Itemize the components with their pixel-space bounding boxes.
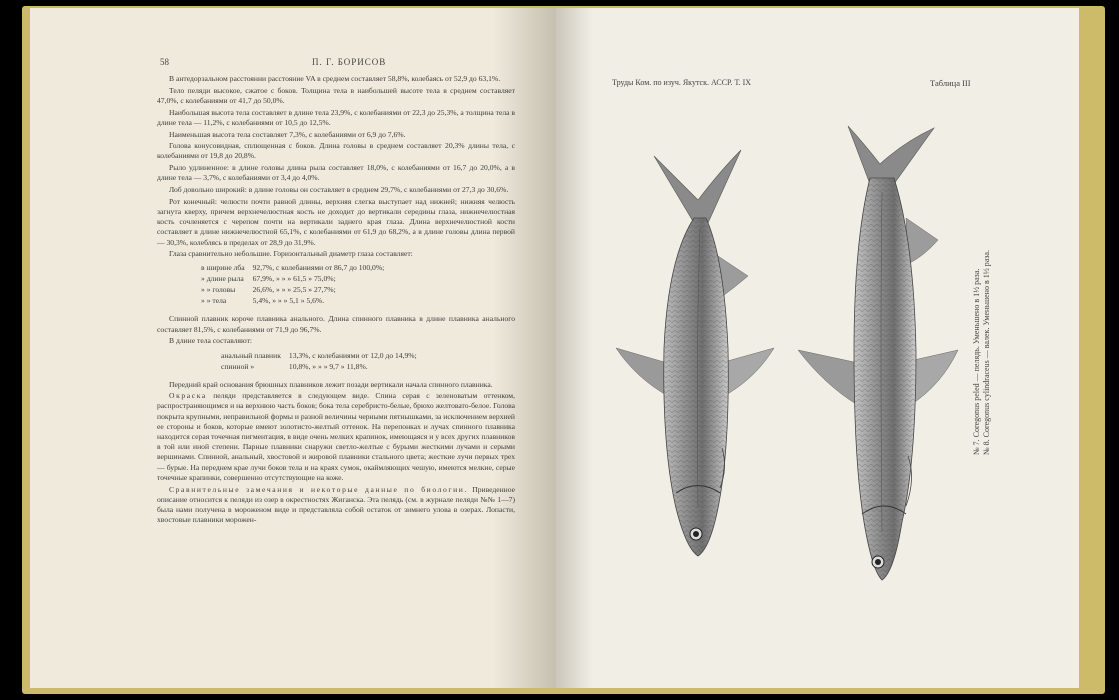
table-cell: » » тела [201,296,227,306]
paragraph: Рыло удлиненное: в длине головы длина рыла составляет 18,0%, с колебаниями от 16,7 до 20,0%, а в длине тела — 3,7%, с колебаниями от 3,4 до 4,0%. [157,163,515,183]
fish-illustration-valek [796,122,966,592]
paragraph: Рот конечный: челюсти почти равной длины, верхняя слегка выступает над нижней; нижняя челюсть загнута кверху, причем верхнечелюстная кость не доходит до вертикали середины глаза, нижнечелюстная кость сочленяется с черепом почти на вертикали заднего края глаза. Длина верхнечелюстной кости составляет в длине нижнечелюстной 65,1%, с колебаниями от 61,9 до 68,2%, а в длине головы длина первой — 30,3%, колеблясь в пределах от 28,9 до 31,9%. [157,196,515,247]
table-cell: 5,4%, » » » 5,1 » 5,6%. [252,296,325,306]
table-cell: анальный плавник [221,350,281,360]
table-row [197,284,388,295]
table-row [197,273,388,284]
running-head-author: П. Г. БОРИСОВ [312,57,387,67]
paragraph: Спинной плавник короче плавника анального. Длина спинного плавника в длине плавника анального составляет 81,5%, с колебаниями от 71,9 до 96,7%. [157,314,515,334]
paragraph: Глаза сравнительно небольшие. Горизонтальный диаметр глаза составляет: [169,249,413,259]
paragraph: Наименьшая высота тела составляет 7,3%, с колебаниями от 6,9 до 7,6%. [169,129,406,139]
table-cell: в ширине лба [201,263,245,273]
paragraph: В длине тела составляют: [169,336,253,346]
table-row [197,262,388,273]
table-cell: » » головы [201,285,236,295]
paragraph: Наибольшая высота тела составляет в длине тела 23,9%, с колебаниями от 22,3 до 25,3%, а толщина тела в длине тела — 11,2%, с колебаниями от 10,5 до 12,5%. [157,107,515,127]
table-row [217,350,421,361]
paragraph: Голова конусовидная, сплющенная с боков. Длина головы в среднем составляет 20,3% длины тела, с колебаниями от 19,8 до 20,8%. [157,141,515,161]
paragraph: Лоб довольно широкий: в длине головы он составляет в среднем 29,7%, с колебаниями от 27,3 до 30,6%. [169,185,509,195]
caption-line: № 7. Coregonus peled — пелядь. Уменьшено в 1½ раза. [972,268,981,455]
table-row [217,361,421,372]
biology-heading: Сравнительные замечания и некоторые данные по биологии. [169,484,468,494]
fish-illustration-peled [606,148,776,568]
biology-text: Приведенное описание относится к пеляди из озер в окрестностях Жиганска. Эта пелядь (см. в журнале пеляди №№ 1—7) была нами получена в мороженом виде и представляла собой остаток от зимнего улова в озерах. Лопасти, хвостовые плавники морожен- [157,484,515,525]
caption-line: № 8. Coregonus cylindraceus — валек. Уменьшено в 1½ раза. [982,250,991,455]
biology-paragraph [157,485,515,526]
table-cell: » длине рыла [201,274,244,284]
table-cell: 26,6%, » » » 25,5 » 27,7%; [252,285,336,295]
eye-measure-table [197,262,388,306]
fin-measure-table [217,350,421,372]
running-head-journal: Труды Ком. по изуч. Якутск. АССР. Т. IX [612,78,752,87]
coloring-text: пеляди представляется в следующем виде. Спина серая с зеленоватым оттенком, распространяющимся и на верхнюю часть боков; бока тела серебристо-белые, брюхо желтовато-белое. Голова покрыта крупными, неправильной формы и разной величины черными пятнышками, за исключением верхней ее стороны и боков, которые имеют золотисто-желтый оттенок. На перепонках и лучах спинного плавника находится серая точечная пигментация, в виде очень мелких крапинок, имеющаяся и у всех других плавников в той или иной степени. Парные плавники снаружи светло-желтые с бурыми жесткими лучами и серыми вершинами. Спинной, анальный, хвостовой и жировой плавники стального цвета; жесткие лучи первых трех — бурые. На переднем крае лучи боков тела и на краях сумок, окаймляющих чешую, имеются мелкие, серые точечные крапинки, совершенно отсутствующие на коже. [157,391,515,482]
table-cell: 67,9%, » » » 61,5 » 75,0%; [252,274,336,284]
table-cell: спинной » [221,361,255,371]
page-number: 58 [160,57,169,67]
table-cell: 10,8%, » » » 9,7 » 11,8%. [288,361,368,371]
paragraph: Тело пеляди высокое, сжатое с боков. Толщина тела в наибольшей высоте тела в среднем составляет 47,0%, с колебаниями от 41,7 до 50,0%. [157,85,515,105]
paragraph: В антедорзальном расстоянии расстояние VA в среднем составляет 58,8%, колебаясь от 52,9 до 63,1%. [169,74,501,83]
coloring-paragraph [157,391,515,483]
body-text [157,74,515,527]
coloring-heading: Окраска [169,391,207,401]
plate-label: Таблица III [930,78,971,88]
paragraph: Передний край основания брюшных плавников лежит позади вертикали начала спинного плавника. [169,379,493,389]
table-cell: 92,7%, с колебаниями от 86,7 до 100,0%; [252,263,385,273]
plate-caption [972,250,992,455]
table-cell: 13,3%, с колебаниями от 12,0 до 14,9%; [288,350,417,360]
table-row [197,295,388,306]
